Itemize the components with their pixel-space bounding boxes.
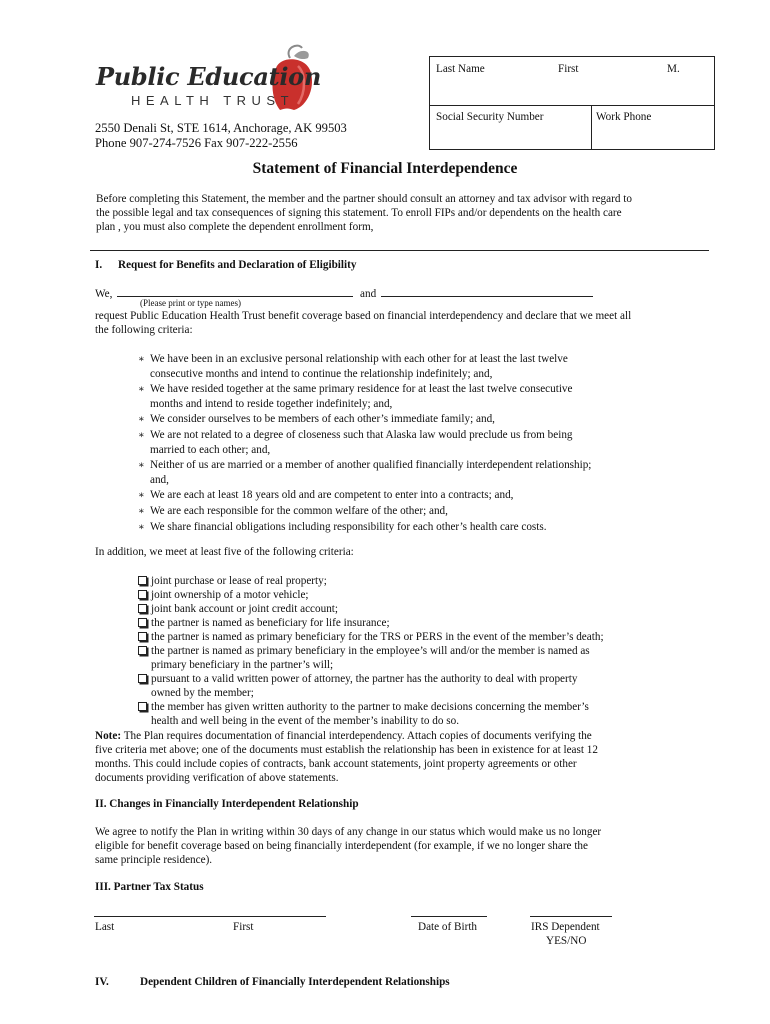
page-title: Statement of Financial Interdependence [252,160,518,177]
section-3-heading: III. Partner Tax Status [95,881,204,893]
and-label: and [360,288,377,300]
asterisk-icon: ∗ [138,522,145,533]
note-line: The Plan requires documentation of financial interdependency. Attach copies of documents verifying the [121,730,592,742]
note-line: five criteria met above; one of the documents must establish the relationship has been in existence for at least 12 [95,744,598,756]
logo-name: Public Education [96,62,322,91]
request-line: request Public Education Health Trust benefit coverage based on financial interdependency and declare that we meet all [95,310,632,322]
checkbox[interactable] [138,590,147,599]
option-item: the partner is named as beneficiary for life insurance; [138,616,668,630]
note-paragraph [95,729,598,785]
ssn-field[interactable]: Social Security Number [436,111,544,123]
asterisk-icon: ∗ [138,430,145,441]
address [95,121,347,151]
intro-line: plan , you must also complete the dependent enrollment form, [96,221,374,233]
option-item: the partner is named as primary beneficiary in the employee’s will and/or the member is named as primary beneficiary in the partner’s will; [138,644,668,672]
section-2-body [95,825,601,867]
logo [94,44,324,112]
option-item: joint ownership of a motor vehicle; [138,588,668,602]
options-list [138,574,668,728]
option-item: joint purchase or lease of real property; [138,574,668,588]
partner-1-name-input[interactable] [117,286,353,297]
request-paragraph [95,309,631,337]
option-item: the member has given written authority to the partner to make decisions concerning the member’s health and well being in the event of the member’s inability to do so. [138,700,668,728]
criteria-list [138,352,668,535]
date-of-birth-input[interactable] [411,906,487,917]
criteria-item: ∗ We are not related to a degree of closeness such that Alaska law would preclude us from being married to each other; and, [138,429,573,456]
note-line: months. This could include copies of contracts, bank account statements, joint property agreements or other [95,758,577,770]
intro-line: Before completing this Statement, the member and the partner should consult an attorney and tax advisor with regard to [96,193,632,205]
print-note: (Please print or type names) [140,298,241,308]
asterisk-icon: ∗ [138,460,145,471]
checkbox[interactable] [138,604,147,613]
checkbox[interactable] [138,576,147,585]
phone-fax-line: Phone 907-274-7526 Fax 907-222-2556 [95,136,298,150]
option-item: pursuant to a valid written power of attorney, the partner has the authority to deal with property owned by the member; [138,672,668,700]
criteria-item: ∗ Neither of us are married or a member of another qualified financially interdependent relationship; and, [138,459,592,486]
asterisk-icon: ∗ [138,384,145,395]
checkbox[interactable] [138,646,147,655]
first-label: First [233,921,254,933]
option-item: the partner is named as primary beneficiary for the TRS or PERS in the event of the member’s death; [138,630,668,644]
addition-text: In addition, we meet at least five of the following criteria: [95,546,354,558]
last-label: Last [95,921,115,933]
asterisk-icon: ∗ [138,414,145,425]
we-label: We, [95,288,113,300]
intro-paragraph [96,192,632,234]
checkbox[interactable] [138,632,147,641]
criteria-item: ∗ We have been in an exclusive personal relationship with each other for at least the last twelve consecutive months and intend to continue the relationship indefinitely; and, [138,353,568,380]
partner-2-name-input[interactable] [381,286,593,297]
criteria-item: ∗ We consider ourselves to be members of each other’s immediate family; and, [138,413,495,425]
member-id-box [429,56,715,150]
section-2-line: eligible for benefit coverage based on being financially interdependent (for example, if we no longer share the [95,840,588,852]
section-divider [90,250,709,251]
address-line: 2550 Denali St, STE 1614, Anchorage, AK 99503 [95,121,347,135]
section-2-line: We agree to notify the Plan in writing within 30 days of any change in our status which would make us no longer [95,826,602,838]
date-of-birth-label: Date of Birth [418,921,478,933]
yes-no-label: YES/NO [546,935,587,947]
asterisk-icon: ∗ [138,506,145,517]
last-name-field[interactable]: Last Name [436,63,485,75]
option-item: joint bank account or joint credit account; [138,602,668,616]
asterisk-icon: ∗ [138,354,145,365]
note-label: Note: [95,730,122,742]
section-1-heading: Request for Benefits and Declaration of Eligibility [118,259,357,271]
criteria-item: ∗ We share financial obligations including responsibility for each other’s health care costs. [138,521,547,533]
section-4-number: IV. [95,976,109,988]
criteria-item: ∗ We have resided together at the same primary residence for at least the last twelve consecutive months and intend to reside together indefinitely; and, [138,383,573,410]
partner-name-input[interactable] [94,906,326,917]
checkbox[interactable] [138,674,147,683]
section-1-number: I. [95,259,103,271]
intro-line: the possible legal and tax consequences of signing this statement. To enroll FIPs and/or dependents on the health care [96,207,622,219]
work-phone-field[interactable]: Work Phone [596,111,652,123]
section-2-line: same principle residence). [95,854,213,866]
checkbox[interactable] [138,618,147,627]
note-line: documents providing verification of above statements. [95,772,339,784]
checkbox[interactable] [138,702,147,711]
irs-dependent-label: IRS Dependent [531,921,600,933]
request-line: the following criteria: [95,324,193,336]
criteria-item: ∗ We are each responsible for the common welfare of the other; and, [138,505,448,517]
section-2-heading: II. Changes in Financially Interdependent Relationship [95,798,359,810]
logo-subtitle: HEALTH TRUST [131,93,295,108]
first-name-field[interactable]: First [558,63,579,75]
section-4-heading: Dependent Children of Financially Interdependent Relationships [140,976,450,988]
middle-initial-field[interactable]: M. [667,63,680,75]
criteria-item: ∗ We are each at least 18 years old and are competent to enter into a contracts; and, [138,489,514,501]
asterisk-icon: ∗ [138,490,145,501]
irs-dependent-input[interactable] [530,906,612,917]
